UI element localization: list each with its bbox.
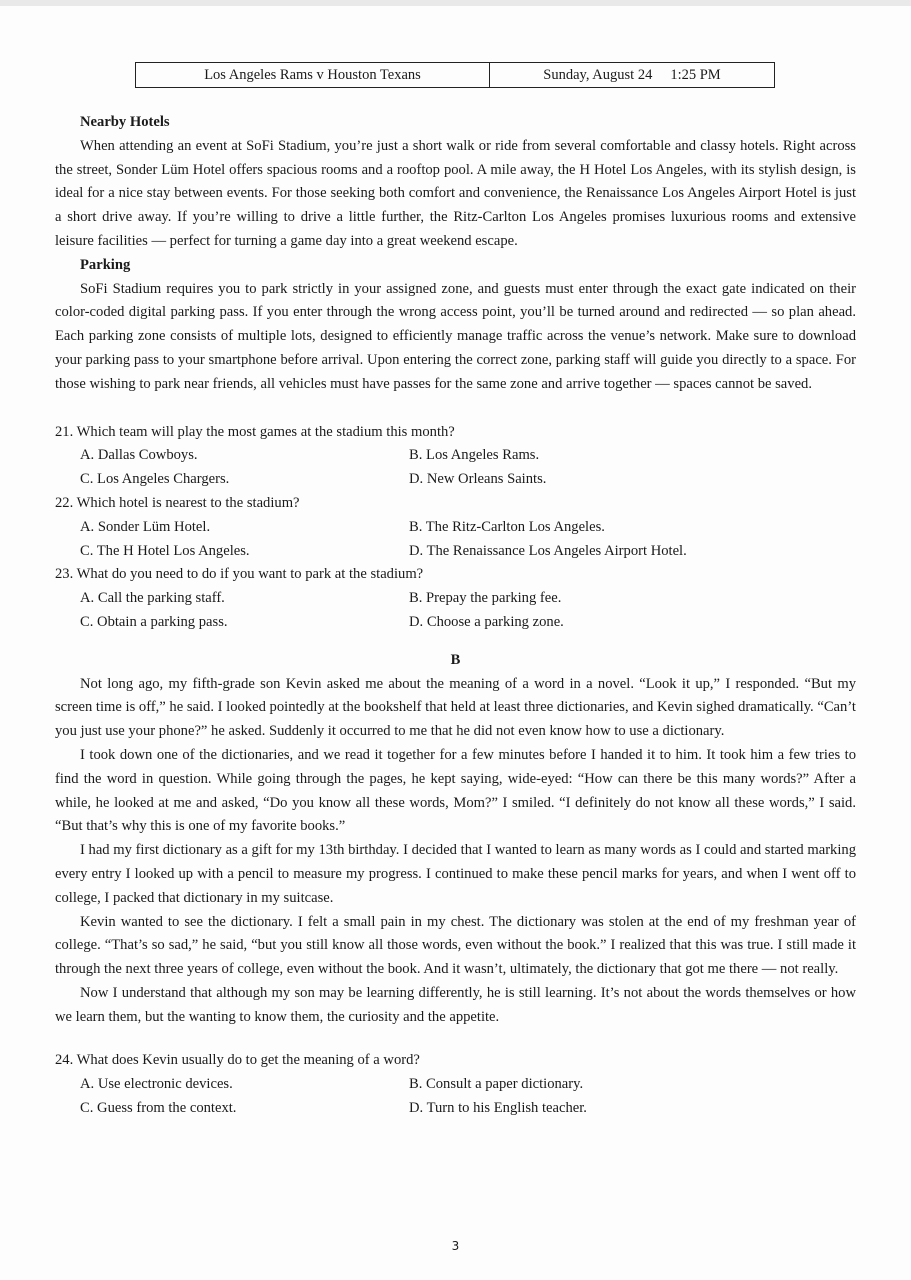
option-b: B. The Ritz-Carlton Los Angeles. bbox=[409, 518, 605, 535]
option-a: A. Sonder Lüm Hotel. bbox=[80, 518, 211, 535]
match-time: 1:25 PM bbox=[670, 66, 721, 83]
option-d: D. Turn to his English teacher. bbox=[409, 1100, 587, 1117]
question-stem: 24. What does Kevin usually do to get the meaning of a word? bbox=[55, 1052, 420, 1069]
match-cell: Los Angeles Rams v Houston Texans bbox=[136, 63, 490, 87]
question-options bbox=[55, 587, 856, 635]
question-21 bbox=[55, 421, 856, 492]
parking-paragraph: SoFi Stadium requires you to park strictly in your assigned zone, and guests must enter through the exact gate indicated on their color-coded digital parking pass. If you enter through the wrong access point, you’ll be turned around and redirected — so plan ahead. Each parking zone consists of multiple lots, designed to efficiently manage traffic across the venue’s network. Make sure to download your parking pass to your smartphone before arrival. Upon entering the correct zone, parking staff will guide you directly to a space. For those wishing to park near friends, all vehicles must have passes for the same zone and arrive together — spaces cannot be saved. bbox=[55, 280, 856, 392]
option-b: B. Consult a paper dictionary. bbox=[409, 1076, 584, 1093]
question-stem: 23. What do you need to do if you want to park at the stadium? bbox=[55, 566, 424, 583]
match-date: Sunday, August 24 bbox=[543, 66, 653, 83]
option-c: C. Los Angeles Chargers. bbox=[80, 471, 230, 488]
question-options bbox=[55, 444, 856, 492]
datetime-cell bbox=[490, 63, 774, 87]
section-b-label: B bbox=[450, 651, 461, 668]
option-a: A. Call the parking staff. bbox=[80, 590, 225, 607]
question-22 bbox=[55, 492, 856, 563]
option-c: C. The H Hotel Los Angeles. bbox=[80, 542, 250, 559]
question-stem: 22. Which hotel is nearest to the stadium? bbox=[55, 494, 300, 511]
page-number: 3 bbox=[451, 1239, 460, 1253]
header-table bbox=[135, 62, 775, 88]
option-a: A. Dallas Cowboys. bbox=[80, 447, 198, 464]
passage-paragraph: Kevin wanted to see the dictionary. I felt a small pain in my chest. The dictionary was stolen at the end of my freshman year of college. “That’s so sad,” he said, “but you still know all those words, even without the book.” I realized that this was true. I still made it through the next three years of college, even without the book. And it wasn’t, ultimately, the dictionary that got me there — not really. bbox=[55, 913, 856, 978]
passage-paragraph: I had my first dictionary as a gift for my 13th birthday. I decided that I wanted to learn as many words as I could and started marking every entry I looked up with a pencil to measure my progress. I continued to make these pencil marks for years, and when I went off to college, I packed that dictionary in my suitcase. bbox=[55, 842, 856, 906]
option-d: D. Choose a parking zone. bbox=[409, 613, 564, 630]
option-c: C. Guess from the context. bbox=[80, 1100, 237, 1117]
question-options bbox=[55, 516, 856, 564]
hotels-heading: Nearby Hotels bbox=[80, 114, 170, 130]
question-options bbox=[55, 1073, 856, 1121]
option-d: D. New Orleans Saints. bbox=[409, 471, 547, 488]
option-b: B. Prepay the parking fee. bbox=[409, 590, 562, 607]
option-b: B. Los Angeles Rams. bbox=[409, 447, 540, 464]
question-24 bbox=[55, 1049, 856, 1120]
option-d: D. The Renaissance Los Angeles Airport Hotel. bbox=[409, 542, 687, 559]
passage-paragraph: I took down one of the dictionaries, and we read it together for a few minutes before I handed it to him. It took him a few tries to find the word in question. While going through the pages, he kept saying, wide-eyed: “How can there be this many words?” After a while, he looked at me and asked, “Do you know all these words, Mom?” I smiled. “I definitely do not know all these words,” I said. “But that’s why this is one of my favorite books.” bbox=[55, 746, 856, 835]
option-c: C. Obtain a parking pass. bbox=[80, 613, 228, 630]
question-stem: 21. Which team will play the most games at the stadium this month? bbox=[55, 423, 455, 440]
option-a: A. Use electronic devices. bbox=[80, 1076, 233, 1093]
passage-paragraph: Not long ago, my fifth-grade son Kevin asked me about the meaning of a word in a novel. “Look it up,” I responded. “But my screen time is off,” he said. I looked pointedly at the bookshelf that held at least three dictionaries, and Kevin sighed dramatically. “Can’t you just use your phone?” he asked. Suddenly it occurred to me that he did not even know how to use a dictionary. bbox=[55, 675, 856, 740]
question-23 bbox=[55, 563, 856, 634]
parking-heading: Parking bbox=[80, 256, 131, 273]
top-band bbox=[0, 0, 911, 6]
passage-paragraph: Now I understand that although my son may be learning differently, he is still learning. It’s not about the words themselves or how we learn them, but the wanting to know them, the curiosity and the appetite. bbox=[55, 984, 856, 1025]
page-content bbox=[55, 111, 856, 1121]
hotels-paragraph: When attending an event at SoFi Stadium, you’re just a short walk or ride from several comfortable and classy hotels. Right across the street, Sonder Lüm Hotel offers spacious rooms and a rooftop pool. A mile away, the H Hotel Los Angeles, with its stylish design, is ideal for a nice stay between events. For those seeking both comfort and convenience, the Renaissance Los Angeles Airport Hotel is just a short drive away. If you’re willing to drive a little further, the Ritz-Carlton Los Angeles promises luxurious rooms and extensive leisure facilities — perfect for turning a game day into a great weekend escape. bbox=[55, 137, 856, 249]
